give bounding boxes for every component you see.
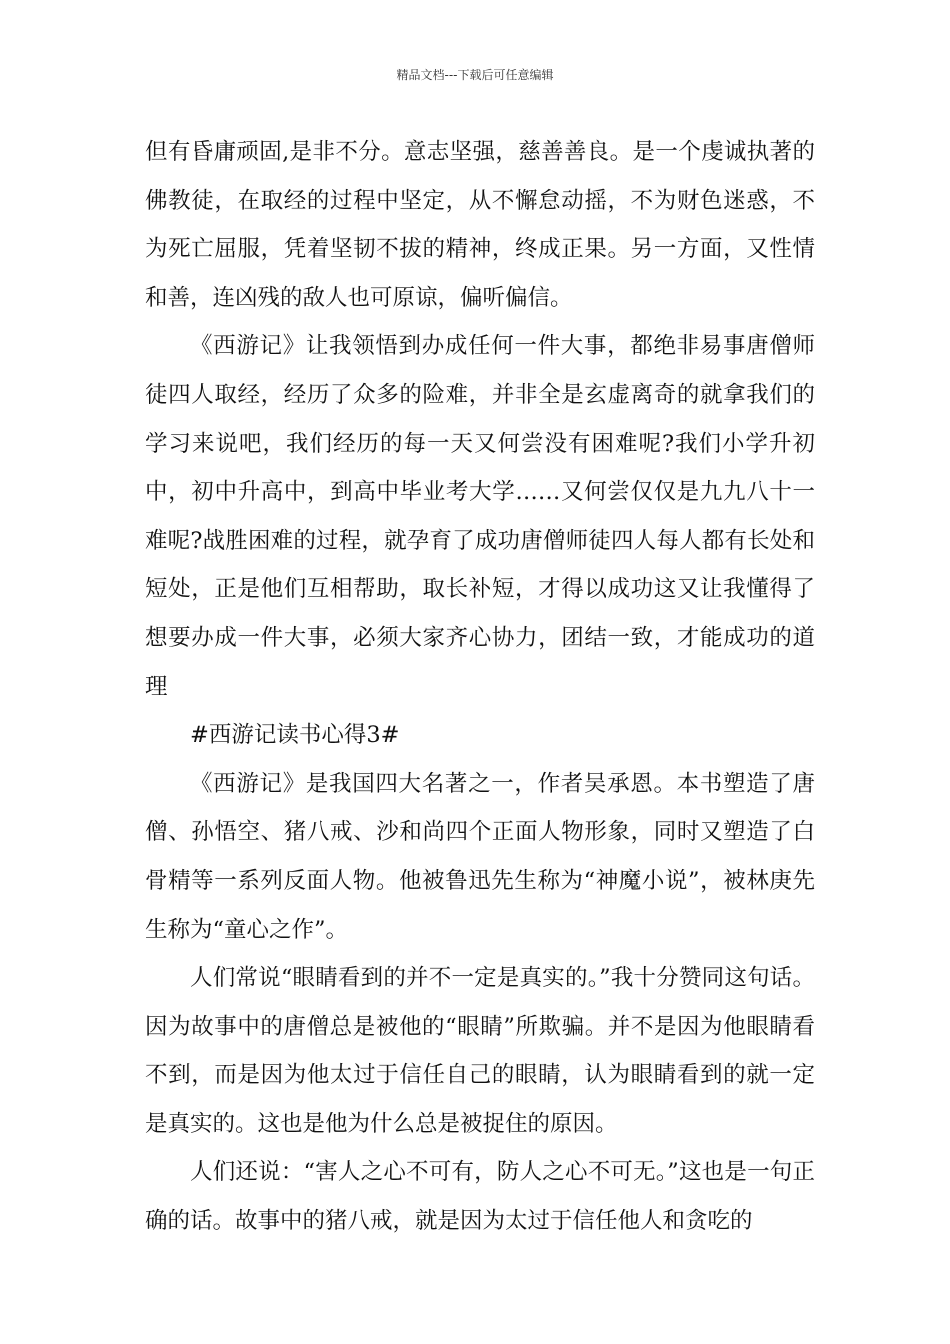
paragraph-guard-against-others: 人们还说：“害人之心不可有，防人之心不可无。”这也是一句正确的话。故事中的猪八戒，就是因为太过于信任他人和贪吃的 — [145, 1159, 815, 1235]
document-body — [145, 128, 815, 1246]
paragraph-eyes-deceive: 人们常说“眼睛看到的并不一定是真实的。”我十分赞同这句话。因为故事中的唐僧总是被他的“眼睛”所欺骗。并不是因为他眼睛看不到，而是因为他太过于信任自己的眼睛，认为眼睛看到的就一定是真实的。这也是他为什么总是被捉住的原因。 — [145, 965, 815, 1137]
paragraph-tang-seng-character: 但有昏庸顽固,是非不分。意志坚强，慈善善良。是一个虔诚执著的佛教徒，在取经的过程中坚定，从不懈怠动摇，不为财色迷惑，不为死亡屈服，凭着坚韧不拔的精神，终成正果。另一方面，又性情和善，连凶残的敌人也可原谅，偏听偏信。 — [145, 139, 815, 311]
section-heading: #西游记读书心得3# — [190, 722, 400, 749]
page-header: 精品文档---下载后可任意编辑 — [396, 68, 554, 82]
paragraph-book-intro: 《西游记》是我国四大名著之一，作者吴承恩。本书塑造了唐僧、孙悟空、猪八戒、沙和尚四个正面人物形象，同时又塑造了白骨精等一系列反面人物。他被鲁迅先生称为“神魔小说”，被林庚先生称为“童心之作”。 — [145, 770, 815, 943]
paragraph-lesson-teamwork: 《西游记》让我领悟到办成任何一件大事，都绝非易事唐僧师徒四人取经，经历了众多的险难，并非全是玄虚离奇的就拿我们的学习来说吧，我们经历的每一天又何尝没有困难呢?我们小学升初中，初中升高中，到高中毕业考大学……又何尝仅仅是九九八十一难呢?战胜困难的过程，就孕育了成功唐僧师徒四人每人都有长处和短处，正是他们互相帮助，取长补短，才得以成功这又让我懂得了想要办成一件大事，必须大家齐心协力，团结一致，才能成功的道理 — [145, 333, 815, 700]
